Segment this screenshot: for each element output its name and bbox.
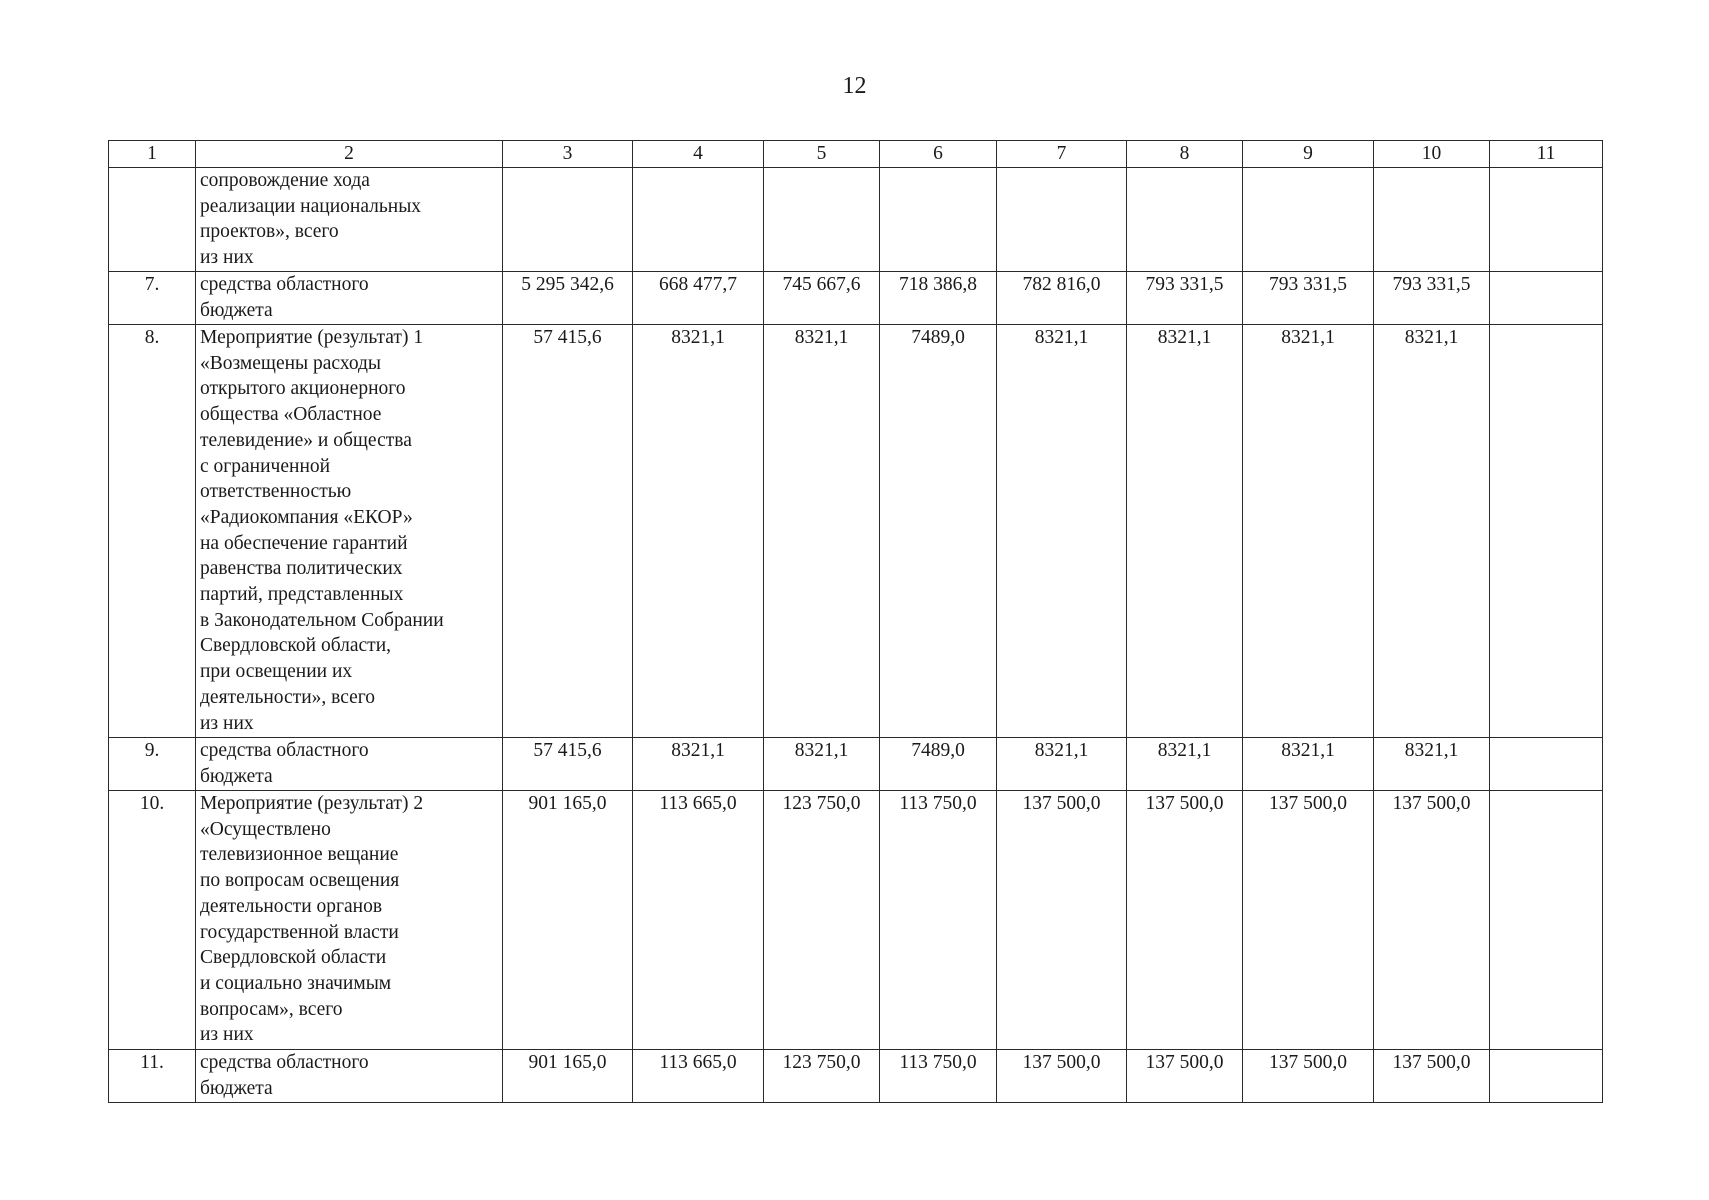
- row-number: [109, 168, 196, 272]
- value-cell: [1490, 168, 1603, 272]
- value-cell: 8321,1: [1374, 738, 1490, 791]
- budget-table: [108, 140, 1603, 1103]
- value-cell: 113 750,0: [880, 1050, 997, 1103]
- value-cell: 793 331,5: [1243, 272, 1374, 325]
- row-number: 7.: [109, 272, 196, 325]
- value-cell: [1490, 272, 1603, 325]
- row-number: 9.: [109, 738, 196, 791]
- value-cell: 137 500,0: [1127, 791, 1243, 1050]
- value-cell: 668 477,7: [633, 272, 764, 325]
- value-cell: 8321,1: [1374, 325, 1490, 738]
- value-cell: 113 750,0: [880, 791, 997, 1050]
- row-number: 11.: [109, 1050, 196, 1103]
- value-cell: 123 750,0: [764, 791, 880, 1050]
- value-cell: [764, 168, 880, 272]
- value-cell: [1243, 168, 1374, 272]
- value-cell: 7489,0: [880, 325, 997, 738]
- value-cell: 8321,1: [633, 325, 764, 738]
- table-row: [109, 1050, 1603, 1103]
- value-cell: 782 816,0: [997, 272, 1127, 325]
- value-cell: 137 500,0: [1374, 791, 1490, 1050]
- value-cell: [1374, 168, 1490, 272]
- row-number: 8.: [109, 325, 196, 738]
- column-header: 7: [997, 141, 1127, 168]
- table-row: [109, 325, 1603, 738]
- value-cell: 8321,1: [997, 738, 1127, 791]
- column-header: 11: [1490, 141, 1603, 168]
- column-header: 10: [1374, 141, 1490, 168]
- column-header: 4: [633, 141, 764, 168]
- value-cell: 137 500,0: [1243, 791, 1374, 1050]
- value-cell: [880, 168, 997, 272]
- row-description: Мероприятие (результат) 2 «Осуществлено телевизионное вещание по вопросам освещения деятельности органов государственной власти Свердловской области и социально значимым вопросам», всего из них: [196, 791, 503, 1050]
- column-header: 8: [1127, 141, 1243, 168]
- row-description: средства областного бюджета: [196, 272, 503, 325]
- value-cell: 8321,1: [1127, 325, 1243, 738]
- row-number: 10.: [109, 791, 196, 1050]
- value-cell: 5 295 342,6: [503, 272, 633, 325]
- row-description: средства областного бюджета: [196, 1050, 503, 1103]
- value-cell: 57 415,6: [503, 738, 633, 791]
- value-cell: [1490, 738, 1603, 791]
- value-cell: 8321,1: [1127, 738, 1243, 791]
- table-row: [109, 168, 1603, 272]
- column-header: 6: [880, 141, 997, 168]
- value-cell: 8321,1: [764, 738, 880, 791]
- value-cell: 137 500,0: [1243, 1050, 1374, 1103]
- value-cell: 8321,1: [1243, 325, 1374, 738]
- value-cell: 113 665,0: [633, 791, 764, 1050]
- column-header: 5: [764, 141, 880, 168]
- row-description: сопровождение хода реализации национальных проектов», всего из них: [196, 168, 503, 272]
- table-row: [109, 272, 1603, 325]
- table-row: [109, 791, 1603, 1050]
- value-cell: 137 500,0: [997, 791, 1127, 1050]
- column-header: 1: [109, 141, 196, 168]
- value-cell: 8321,1: [997, 325, 1127, 738]
- column-header: 2: [196, 141, 503, 168]
- column-number-row: [109, 141, 1603, 168]
- column-header: 9: [1243, 141, 1374, 168]
- value-cell: 137 500,0: [1127, 1050, 1243, 1103]
- page-number: 12: [842, 73, 867, 99]
- value-cell: [1490, 325, 1603, 738]
- value-cell: 901 165,0: [503, 791, 633, 1050]
- row-description: средства областного бюджета: [196, 738, 503, 791]
- value-cell: [503, 168, 633, 272]
- value-cell: [1490, 1050, 1603, 1103]
- value-cell: [1490, 791, 1603, 1050]
- value-cell: 718 386,8: [880, 272, 997, 325]
- column-header: 3: [503, 141, 633, 168]
- value-cell: 137 500,0: [997, 1050, 1127, 1103]
- value-cell: [997, 168, 1127, 272]
- value-cell: [633, 168, 764, 272]
- value-cell: [1127, 168, 1243, 272]
- value-cell: 793 331,5: [1374, 272, 1490, 325]
- value-cell: 8321,1: [633, 738, 764, 791]
- value-cell: 8321,1: [764, 325, 880, 738]
- value-cell: 901 165,0: [503, 1050, 633, 1103]
- table-row: [109, 738, 1603, 791]
- value-cell: 57 415,6: [503, 325, 633, 738]
- value-cell: 793 331,5: [1127, 272, 1243, 325]
- row-description: Мероприятие (результат) 1 «Возмещены расходы открытого акционерного общества «Областное телевидение» и общества с ограниченной ответственностью «Радиокомпания «ЕКОР» на обеспечение гарантий равенства политических партий, представленных в Законодательном Собрании Свердловской области, при освещении их деятельности», всего из них: [196, 325, 503, 738]
- value-cell: 7489,0: [880, 738, 997, 791]
- value-cell: 113 665,0: [633, 1050, 764, 1103]
- value-cell: 745 667,6: [764, 272, 880, 325]
- value-cell: 137 500,0: [1374, 1050, 1490, 1103]
- value-cell: 123 750,0: [764, 1050, 880, 1103]
- value-cell: 8321,1: [1243, 738, 1374, 791]
